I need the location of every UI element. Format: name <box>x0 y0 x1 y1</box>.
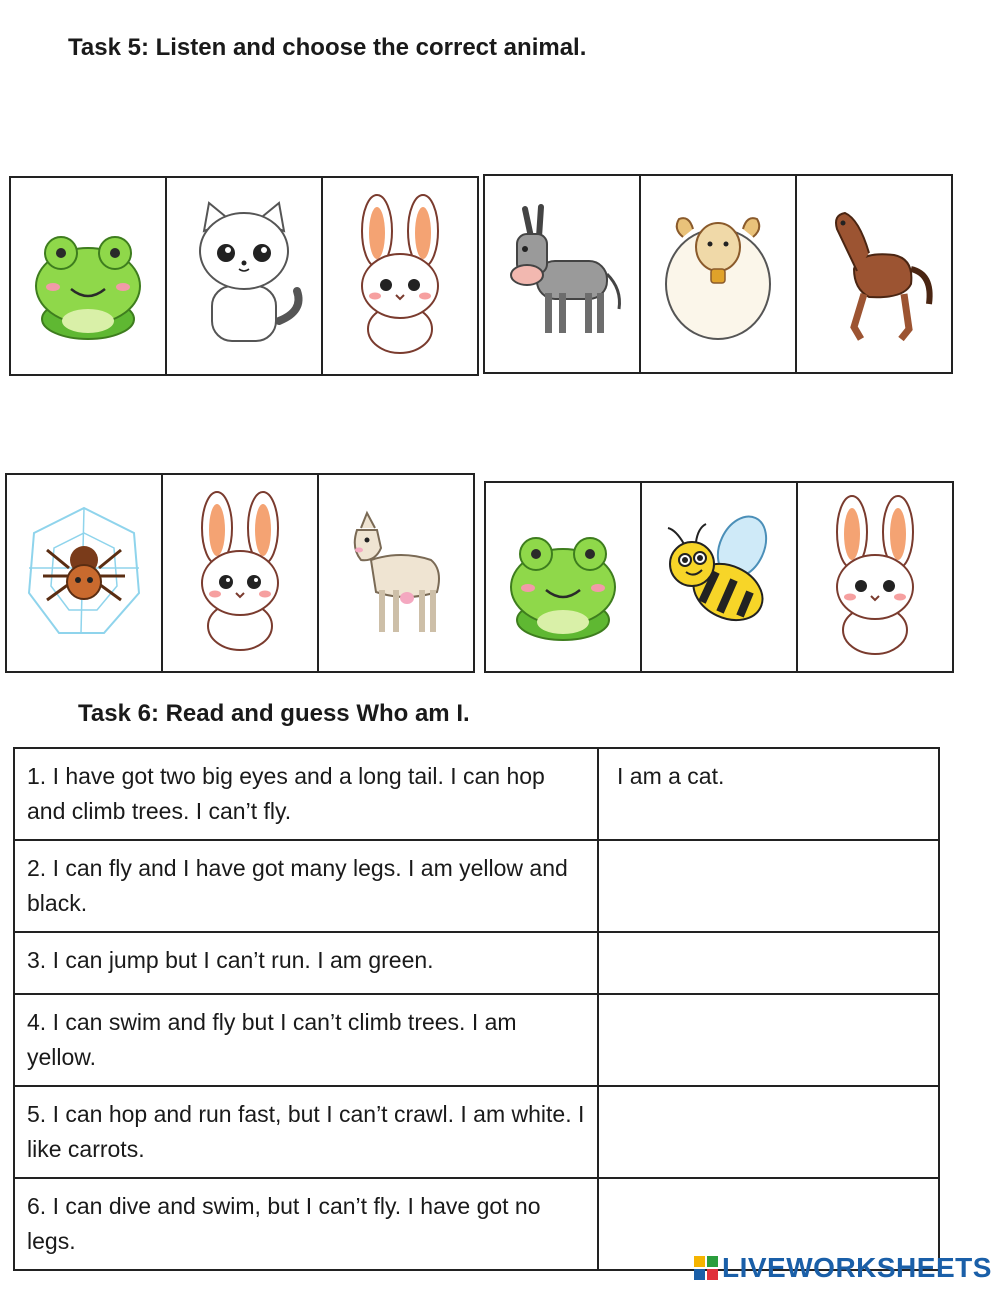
animal-group-1 <box>9 176 479 376</box>
animal-group-4 <box>484 481 954 673</box>
table-row <box>14 1086 939 1178</box>
rabbit-icon <box>335 191 465 361</box>
animal-group-3 <box>5 473 475 673</box>
logo-text: LIVEWORKSHEETS <box>722 1252 992 1283</box>
choice-sheep[interactable] <box>641 176 797 372</box>
table-row <box>14 748 939 840</box>
rabbit-icon <box>175 488 305 658</box>
question-cell: 3. I can jump but I can’t run. I am green. <box>14 932 598 994</box>
cat-icon <box>179 191 309 361</box>
choice-frog[interactable] <box>486 483 642 671</box>
table-row <box>14 994 939 1086</box>
guess-table <box>13 747 940 1271</box>
bee-icon <box>654 492 784 662</box>
answer-input[interactable] <box>617 1193 917 1220</box>
answer-input[interactable] <box>617 947 917 974</box>
question-cell: 5. I can hop and run fast, but I can’t crawl. I am white. I like carrots. <box>14 1086 598 1178</box>
choice-cat[interactable] <box>167 178 323 374</box>
goat-icon <box>331 488 461 658</box>
frog-icon <box>23 191 153 361</box>
choice-spider[interactable] <box>7 475 163 671</box>
spider-icon <box>19 488 149 658</box>
question-cell: 1. I have got two big eyes and a long tail. I can hop and climb trees. I can’t fly. <box>14 748 598 840</box>
choice-rabbit[interactable] <box>798 483 952 671</box>
frog-icon <box>498 492 628 662</box>
question-cell: 6. I can dive and swim, but I can’t fly. I have got no legs. <box>14 1178 598 1270</box>
logo-squares-icon <box>694 1256 718 1280</box>
choice-rabbit[interactable] <box>323 178 477 374</box>
choice-goat[interactable] <box>319 475 473 671</box>
task5-title: Task 5: Listen and choose the correct animal. <box>68 34 587 61</box>
answer-input[interactable] <box>617 1009 917 1036</box>
choice-donkey[interactable] <box>485 176 641 372</box>
donkey-icon <box>497 189 627 359</box>
liveworksheets-logo[interactable] <box>694 1252 992 1284</box>
sheep-icon <box>653 189 783 359</box>
horse-icon <box>809 189 939 359</box>
choice-bee[interactable] <box>642 483 798 671</box>
answer-cell <box>598 1086 939 1178</box>
answer-input[interactable] <box>617 1101 917 1128</box>
choice-rabbit[interactable] <box>163 475 319 671</box>
answer-cell <box>598 932 939 994</box>
rabbit-icon <box>810 492 940 662</box>
answer-input[interactable] <box>617 763 917 790</box>
question-cell: 4. I can swim and fly but I can’t climb trees. I am yellow. <box>14 994 598 1086</box>
animal-group-2 <box>483 174 953 374</box>
answer-cell <box>598 748 939 840</box>
choice-frog[interactable] <box>11 178 167 374</box>
choice-horse[interactable] <box>797 176 951 372</box>
question-cell: 2. I can fly and I have got many legs. I am yellow and black. <box>14 840 598 932</box>
table-row <box>14 932 939 994</box>
answer-input[interactable] <box>617 855 917 882</box>
table-row <box>14 840 939 932</box>
answer-cell <box>598 840 939 932</box>
task6-title: Task 6: Read and guess Who am I. <box>78 700 470 727</box>
answer-cell <box>598 994 939 1086</box>
